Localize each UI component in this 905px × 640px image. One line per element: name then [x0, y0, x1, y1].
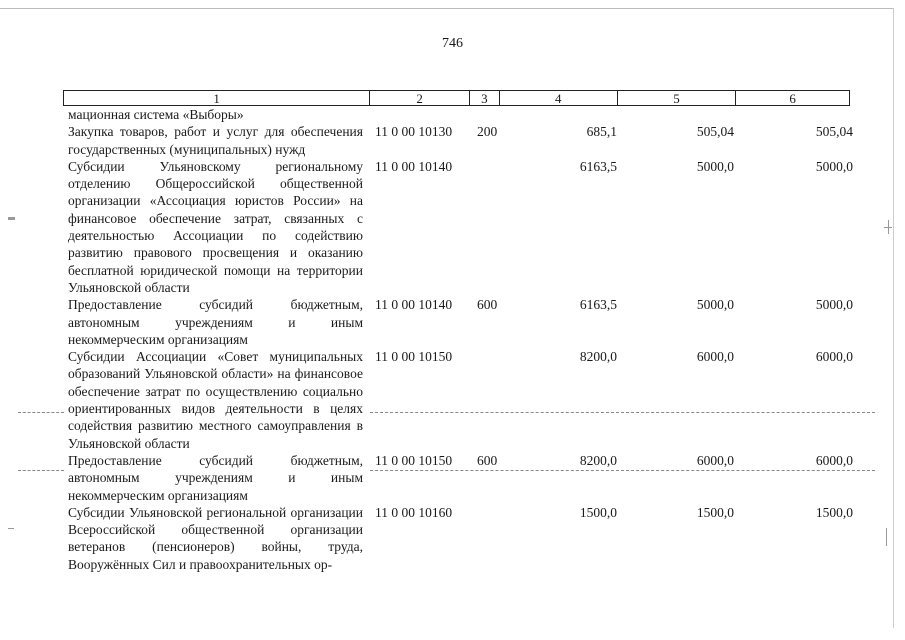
- scan-mark: [8, 528, 14, 529]
- scan-dash: [370, 412, 875, 414]
- header-col-4: 4: [500, 91, 618, 105]
- row-vr: [475, 348, 517, 452]
- row-value-5: 6000,0: [696, 349, 734, 365]
- row-code: 11 0 00 10130: [375, 124, 453, 140]
- row-name: Субсидии Ульяновскому региональному отделению Общероссийской общественной организации «Ассоциация юристов России» на финансовое обеспечение затрат, связанных с деятельностью Ассоциации по содействию развитию правового просвещения и оказанию бесплатной юридической помощи на территории Ульяновской области: [68, 158, 363, 295]
- row-code: 11 0 00 10140: [375, 297, 453, 313]
- row-value-5: 5000,0: [696, 297, 734, 313]
- scan-frame-top: [0, 8, 893, 9]
- header-col-2: 2: [370, 91, 470, 105]
- row-value-5: 5000,0: [696, 158, 734, 174]
- row-value-5: 6000,0: [696, 452, 734, 468]
- row-vr: [475, 504, 517, 573]
- table-row: [68, 348, 858, 452]
- row-value-6: 6000,0: [815, 349, 853, 365]
- table-header: [63, 90, 850, 106]
- row-value-6: 6000,0: [815, 452, 853, 468]
- row-code: 11 0 00 10140: [375, 158, 453, 174]
- row-name: Субсидии Ассоциации «Совет муниципальных образований Ульяновской области» на финансовое обеспечение затрат по осуществлению социально ориентированных видов деятельности в целях содействия развитию местного самоуправления в Ульяновской области: [68, 349, 363, 451]
- row-value-6: [734, 106, 853, 123]
- scan-dash: [370, 470, 875, 472]
- row-vr: [475, 158, 517, 296]
- row-value-4: 8200,0: [579, 349, 617, 365]
- row-value-5: 1500,0: [696, 504, 734, 520]
- page-number: 746: [442, 36, 463, 51]
- table-row: [68, 158, 858, 296]
- header-col-1: 1: [64, 91, 370, 105]
- table-row: [68, 504, 858, 573]
- header-col-3: 3: [470, 91, 500, 105]
- row-name: мационная система «Выборы»: [68, 107, 244, 122]
- scan-dash: [18, 470, 64, 472]
- scan-frame-right: [893, 8, 894, 628]
- row-value-5: 505,04: [696, 124, 734, 140]
- row-value-4: 6163,5: [579, 297, 617, 313]
- table-body: [68, 106, 858, 573]
- header-col-6: 6: [789, 91, 796, 106]
- row-code: 11 0 00 10150: [375, 349, 453, 365]
- row-value-4: [517, 106, 617, 123]
- row-value-4: 685,1: [586, 124, 617, 140]
- row-value-6: 5000,0: [815, 158, 853, 174]
- row-vr: 600: [477, 297, 498, 313]
- row-value-4: 6163,5: [579, 158, 617, 174]
- row-value-6: 505,04: [815, 124, 853, 140]
- row-value-4: 8200,0: [579, 452, 617, 468]
- table-row: [68, 452, 858, 504]
- row-value-4: 1500,0: [579, 504, 617, 520]
- scan-mark: [886, 528, 887, 546]
- row-name: Закупка товаров, работ и услуг для обеспечения государственных (муниципальных) нужд: [68, 124, 363, 157]
- row-value-5: [617, 106, 734, 123]
- scan-dash: [18, 412, 64, 414]
- row-vr: 200: [477, 124, 498, 140]
- header-col-5: 5: [618, 91, 737, 105]
- row-code: [363, 106, 475, 123]
- row-vr: 600: [477, 452, 498, 468]
- row-value-6: 5000,0: [815, 297, 853, 313]
- row-code: 11 0 00 10160: [375, 504, 453, 520]
- table-row: [68, 123, 858, 158]
- row-vr: [475, 106, 517, 123]
- table-row: [68, 106, 858, 123]
- row-code: 11 0 00 10150: [375, 452, 453, 468]
- table-row: [68, 296, 858, 348]
- row-name: Предоставление субсидий бюджетным, автономным учреждениям и иным некоммерческим организациям: [68, 297, 363, 347]
- scan-mark: [884, 227, 892, 228]
- row-name: Предоставление субсидий бюджетным, автономным учреждениям и иным некоммерческим организациям: [68, 452, 363, 503]
- row-name: Субсидии Ульяновской региональной организации Всероссийской общественной организации ветеранов (пенсионеров) войны, труда, Вооружённых Сил и правоохранительных ор-: [68, 504, 363, 572]
- scan-mark: [8, 217, 15, 220]
- row-value-6: 1500,0: [815, 504, 853, 520]
